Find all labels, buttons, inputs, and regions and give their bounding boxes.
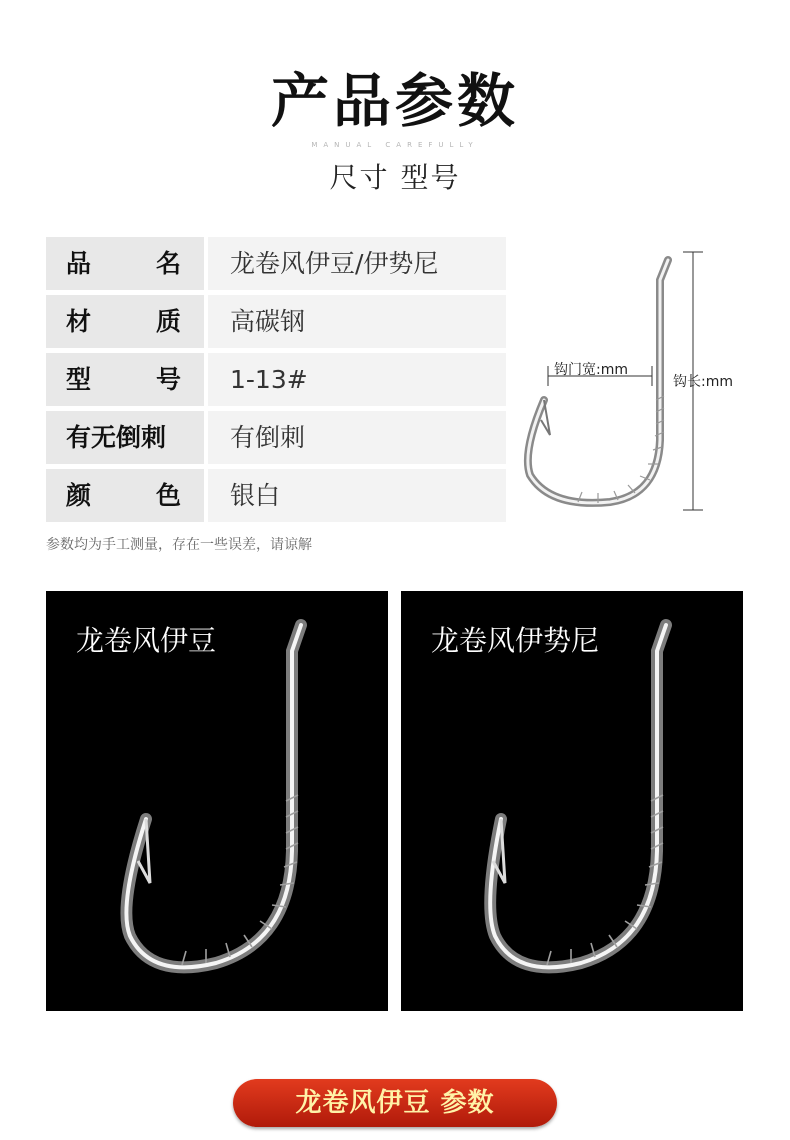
fish-hook-icon: [401, 591, 743, 1011]
hook-gap-label: 钩门宽:mm: [554, 362, 628, 378]
section-subtitle: 尺寸 型号: [329, 161, 461, 194]
fish-hook-icon: [46, 591, 388, 1011]
hook-length-label: 钩长:mm: [673, 374, 733, 390]
english-subtitle: MANUAL CAREFULLY: [311, 141, 479, 149]
spec-row-barb: [46, 411, 506, 464]
spec-value: 1-13#: [230, 365, 308, 394]
section-header-label: 龙卷风伊豆 参数: [295, 1088, 495, 1118]
spec-key: 名: [156, 249, 182, 278]
spec-value: 龙卷风伊豆/伊势尼: [230, 249, 439, 278]
spec-key: 材: [66, 307, 92, 336]
spec-value-cell: [208, 353, 506, 406]
spec-value-cell: [208, 469, 506, 522]
spec-value-cell: [208, 295, 506, 348]
measurement-note: 参数均为手工测量，存在一些误差，请谅解: [46, 537, 312, 553]
spec-key: 号: [156, 365, 182, 394]
spec-value-cell: [208, 237, 506, 290]
spec-key-cell: [46, 353, 204, 406]
spec-row-material: [46, 295, 506, 348]
spec-key: 品: [66, 249, 92, 278]
spec-key: 有无倒刺: [66, 423, 167, 452]
spec-key: 质: [156, 307, 182, 336]
section-header-button[interactable]: [233, 1079, 557, 1127]
spec-key-cell: [46, 469, 204, 522]
product-name: 龙卷风伊势尼: [431, 624, 600, 657]
spec-key-cell: [46, 295, 204, 348]
product-name: 龙卷风伊豆: [76, 624, 217, 657]
hook-dimension-diagram: [510, 240, 780, 530]
product-panel-ise: [401, 591, 743, 1011]
spec-key: 型: [66, 365, 92, 394]
spec-key: 色: [156, 481, 182, 510]
spec-value: 银白: [230, 481, 281, 510]
spec-value-cell: [208, 411, 506, 464]
spec-key-cell: [46, 237, 204, 290]
spec-key-cell: [46, 411, 204, 464]
spec-row-color: [46, 469, 506, 522]
product-panel-izu: [46, 591, 388, 1011]
page-title: 产品参数: [270, 67, 519, 135]
spec-value: 有倒刺: [230, 423, 306, 452]
fish-hook-icon: [510, 240, 780, 530]
spec-value: 高碳钢: [230, 307, 306, 336]
spec-key: 颜: [66, 481, 92, 510]
spec-row-name: [46, 237, 506, 290]
spec-row-model: [46, 353, 506, 406]
